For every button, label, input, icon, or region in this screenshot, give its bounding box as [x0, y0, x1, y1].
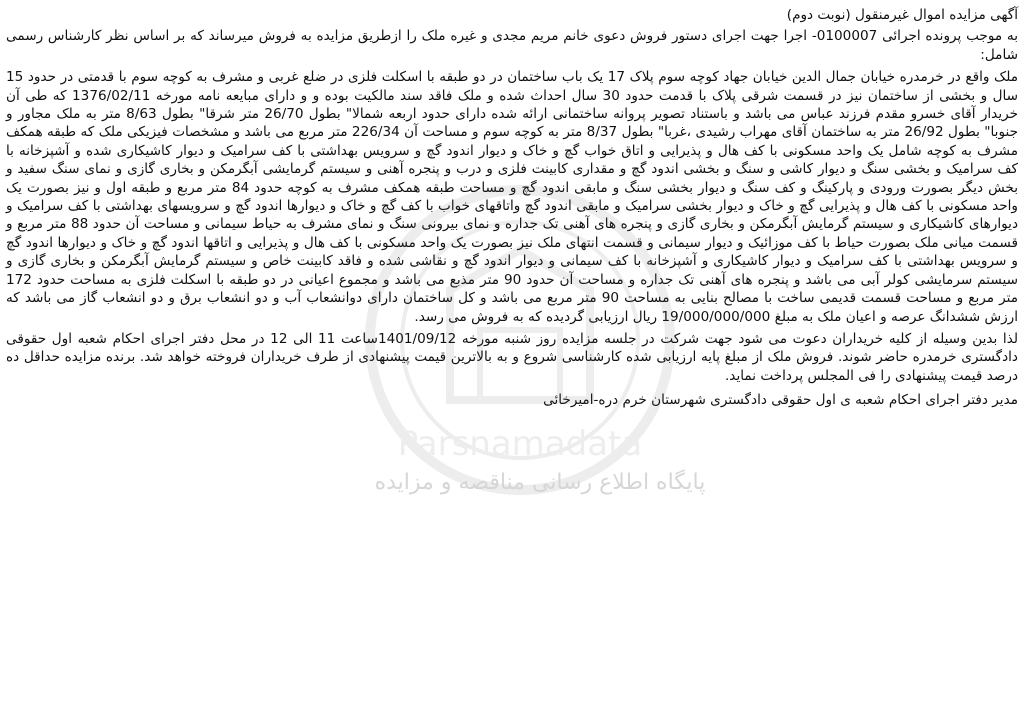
- property-description: ملک واقع در خرمدره خیابان جمال الدین خیابان جهاد کوچه سوم پلاک 17 یک باب ساختمان در دو طبقه با اسکلت فلزی در ضلع غربی و مشرف به کوچه سوم با قدمتی در حدود 15 سال و بخشی از ساختمان نیز در قسمت شرقی پلاک با قدمت حدود 30 سال احداث شده و ملک فاقد سند مالکیت بوده و و دارای مبایعه نامه مورخه 1376/02/11 که طی آن خریدار آقای خسرو مقدم فرزند عباس می باشد و باستناد تصویر پروانه ساختمانی ارائه شده دارای حدود اربعه شمالا" بطول 26/70 متر شرقا" بطول 8/63 متر به ملک مجاور و جنوبا" بطول 26/92 متر به ساختمان آقای مهراب رشیدی ،غربا" بطول 8/37 متر به کوچه سوم و مساحت آن 226/34 متر مربع می باشد و مشخصات فیزیکی ملک که طبقه همکف مشرف به کوچه شامل یک واحد مسکونی با کف هال و پذیرایی و اتاق خواب گچ و خاک و دیوار اندود گچ و سرویس بهداشتی با کف سرامیک و دیوار کاشیکاری شده و آشپزخانه با کف سرامیک و بخشی سنگ و دیوار کاشی و سنگ و بخشی اندود گچ و مقداری کابینت فلزی و درب و پنجره آهنی و سیستم گرمایشی آبگرمکن و بخاری گازی و نمای سنگ سفید و بخش دیگر بصورت ورودی و پارکینگ و کف سنگ و دیوار بخشی سنگ و مابقی اندود گچ و مساحت طبقه همکف مشرف به کوچه حدود 84 متر مربع و طبقه اول و نیز بصورت یک واحد مسکونی با کف هال و پذیرایی گچ و خاک و دیوار بخشی سرامیک و مابقی اندود گچ واتاقهای خواب با کف گچ و خاک و دیوارها اندود گچ و سرویسهای بهداشتی با کف سرامیک و دیوارهای کاشیکاری و سیستم گرمایش آبگرمکن و بخاری گازی و پنجره های آهنی تک جداره و نمای بیرونی سنگ و نمای مشرف به حیاط سیمانی و مساحت آن حدود 88 متر مربع و قسمت میانی ملک بصورت حیاط با کف موزائیک و دیوار سیمانی و قسمت انتهای ملک نیز بصورت یک واحد مسکونی با کف هال و پذیرایی و اتاقها اندود گچ و خاک و دیوارها اندود گچ و سرویس بهداشتی با کف سرامیک و دیوار کاشیکاری و آشپزخانه با کف سیمانی و دیوار اندود گچ و نقاشی شده و فاقد کابینت خاص و سیستم گرمایش آبگرمکن و بخاری گازی و سیستم سرمایشی کولر آبی می باشد و پنجره های آهنی تک جداره و مساحت آن حدود 90 متر مذبع می باشد و مجموع اعیانی در دو طبقه با اسکلت فلزی به مساحت حدود 172 متر مربع و مساحت قسمت قدیمی ساخت با مصالح بنایی به مساحت 90 متر مربع می باشد و کل ساختمان دارای دوانشعاب آب و دو انشعاب برق و دو انشعاب گاز می باشد که ارزش ششدانگ عرصه و اعیان ملک به مبلغ 19/000/000/000 ریال ارزیابی گردیده که به فروش می رسد.: [6, 69, 1019, 325]
- auction-invitation: لذا بدین وسیله از کلیه خریداران دعوت می شود جهت شرکت در جلسه مزایده روز شنبه مورخه 1401/09/12ساعت 11 الی 12 در محل دفتر اجرای احکام شعبه اول حقوقی دادگستری خرمدره حاضر شوند. فروش ملک از مبلغ پایه ارزیابی شده کارشناسی شروع و به بالاترین قیمت پیشنهادی از طرف خریداران فروخته خواهد شد. برنده مزایده حداقل ده درصد قیمت پیشنهادی را فی المجلس پرداخت نماید.: [6, 330, 1018, 384]
- notice-title: آگهی مزایده اموال غیرمنقول (نوبت دوم): [786, 7, 1018, 23]
- notice-intro: به موجب پرونده اجرائی 0100007- اجرا جهت اجرای دستور فروش دعوی خانم مریم مجدی و غیره ملک را ازطریق مزایده به فروش میرساند که بر اساس نظر کارشناس رسمی شامل:: [6, 28, 1018, 63]
- watermark-tagline: پایگاه اطلاع رسانی مناقصه و مزایده: [374, 470, 706, 495]
- signature-line: مدیر دفتر اجرای احکام شعبه ی اول حقوقی دادگستری شهرستان خرم دره-امیرخائی: [543, 392, 1018, 409]
- watermark-brand: Parsnamadata: [397, 424, 643, 464]
